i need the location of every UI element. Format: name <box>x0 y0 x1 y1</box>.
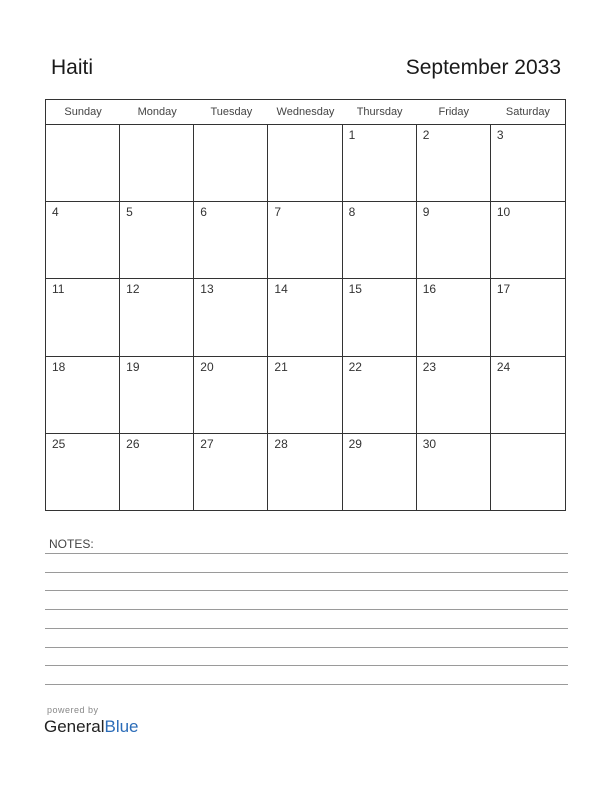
day-cell: 22 <box>343 357 417 434</box>
day-cell: 20 <box>194 357 268 434</box>
day-cell: 6 <box>194 202 268 279</box>
day-cell: 1 <box>343 125 417 202</box>
day-cell: 4 <box>46 202 120 279</box>
weekday-wednesday: Wednesday <box>276 106 335 118</box>
country-title: Haiti <box>51 56 94 79</box>
day-cell <box>120 125 194 202</box>
day-cell: 21 <box>268 357 342 434</box>
day-cell: 2 <box>417 125 491 202</box>
day-cell: 27 <box>194 434 268 511</box>
day-cell: 11 <box>46 279 120 356</box>
brand-logo-part1: General <box>44 717 105 736</box>
day-cell <box>268 125 342 202</box>
day-cell: 24 <box>491 357 565 434</box>
day-cell <box>491 434 565 511</box>
note-line <box>45 628 568 629</box>
day-cell: 14 <box>268 279 342 356</box>
weekday-friday: Friday <box>438 106 470 118</box>
weekday-header-row <box>46 100 565 125</box>
day-cell: 8 <box>343 202 417 279</box>
day-cell: 5 <box>120 202 194 279</box>
note-line <box>45 647 568 648</box>
day-cell: 7 <box>268 202 342 279</box>
day-cell: 30 <box>417 434 491 511</box>
weekday-tuesday: Tuesday <box>210 106 253 118</box>
calendar-grid <box>45 99 566 511</box>
day-cell: 29 <box>343 434 417 511</box>
day-cell: 13 <box>194 279 268 356</box>
day-cell: 18 <box>46 357 120 434</box>
day-cell <box>194 125 268 202</box>
day-cell: 23 <box>417 357 491 434</box>
weekday-thursday: Thursday <box>356 106 403 118</box>
brand-logo-part2: Blue <box>104 717 139 736</box>
day-cell <box>46 125 120 202</box>
day-cell: 19 <box>120 357 194 434</box>
day-cell: 10 <box>491 202 565 279</box>
brand-logo <box>44 717 139 737</box>
day-cell: 16 <box>417 279 491 356</box>
note-line <box>45 665 568 666</box>
day-cell: 25 <box>46 434 120 511</box>
day-cell: 9 <box>417 202 491 279</box>
weekday-saturday: Saturday <box>505 106 550 118</box>
day-cell: 12 <box>120 279 194 356</box>
day-cell: 26 <box>120 434 194 511</box>
powered-by-text: powered by <box>47 705 99 715</box>
month-year-title: September 2033 <box>405 56 561 79</box>
day-cell: 3 <box>491 125 565 202</box>
note-line <box>45 609 568 610</box>
day-cell: 15 <box>343 279 417 356</box>
day-cell: 17 <box>491 279 565 356</box>
note-line <box>45 553 568 554</box>
weekday-sunday: Sunday <box>64 106 102 118</box>
notes-label: NOTES: <box>49 537 94 551</box>
calendar-body <box>46 125 565 511</box>
note-line <box>45 590 568 591</box>
day-cell: 28 <box>268 434 342 511</box>
note-line <box>45 572 568 573</box>
weekday-monday: Monday <box>137 106 177 118</box>
note-line <box>45 684 568 685</box>
